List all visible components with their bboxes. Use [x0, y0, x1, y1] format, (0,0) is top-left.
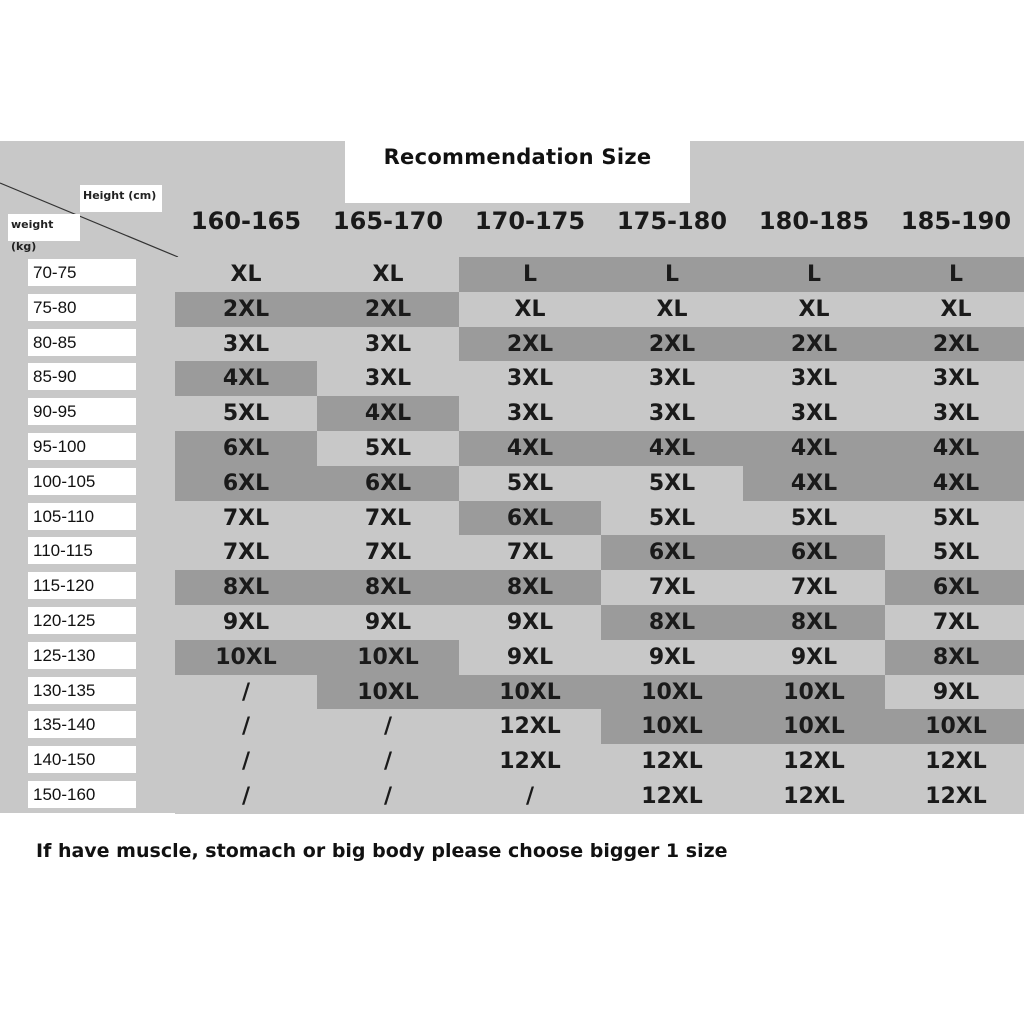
size-cell: /: [317, 709, 459, 744]
size-cell: 3XL: [885, 396, 1024, 431]
size-cell: 6XL: [885, 570, 1024, 605]
size-cell: /: [175, 709, 317, 744]
height-column-header: 175-180: [616, 207, 728, 235]
size-cell: 5XL: [885, 501, 1024, 536]
size-cell: 5XL: [601, 501, 743, 536]
size-cell: 3XL: [459, 396, 601, 431]
size-cell: 3XL: [743, 361, 885, 396]
size-cell: 7XL: [175, 535, 317, 570]
size-cell: 8XL: [885, 640, 1024, 675]
size-cell: 12XL: [601, 744, 743, 779]
size-cell: L: [601, 257, 743, 292]
size-cell: 7XL: [317, 501, 459, 536]
size-cell: 5XL: [317, 431, 459, 466]
size-cell: 10XL: [317, 640, 459, 675]
weight-row-label: 130-135: [28, 677, 136, 704]
size-cell: 9XL: [601, 640, 743, 675]
size-cell: 6XL: [175, 466, 317, 501]
size-cell: /: [175, 744, 317, 779]
size-cell: 2XL: [459, 327, 601, 362]
size-cell: 5XL: [601, 466, 743, 501]
size-cell: 3XL: [317, 327, 459, 362]
size-cell: 9XL: [459, 640, 601, 675]
size-cell: 6XL: [459, 501, 601, 536]
size-cell: XL: [317, 257, 459, 292]
size-cell: /: [459, 779, 601, 814]
size-cell: 10XL: [601, 709, 743, 744]
height-column-header: 180-185: [758, 207, 870, 235]
height-column-header: 170-175: [474, 207, 586, 235]
size-advice-note: If have muscle, stomach or big body please choose bigger 1 size: [36, 840, 728, 862]
size-cell: 10XL: [601, 675, 743, 710]
size-cell: 8XL: [175, 570, 317, 605]
weight-row-label: 105-110: [28, 503, 136, 530]
weight-row-label: 150-160: [28, 781, 136, 808]
size-cell: 12XL: [601, 779, 743, 814]
weight-row-label: 95-100: [28, 433, 136, 460]
weight-row-label: 135-140: [28, 711, 136, 738]
size-cell: 6XL: [175, 431, 317, 466]
size-cell: 7XL: [743, 570, 885, 605]
size-cell: XL: [459, 292, 601, 327]
height-column-header: 160-165: [190, 207, 302, 235]
size-cell: 3XL: [885, 361, 1024, 396]
size-cell: 6XL: [743, 535, 885, 570]
weight-row-label: 140-150: [28, 746, 136, 773]
size-cell: 5XL: [459, 466, 601, 501]
weight-row-label: 120-125: [28, 607, 136, 634]
size-cell: 4XL: [885, 431, 1024, 466]
size-cell: 9XL: [743, 640, 885, 675]
height-axis-label: Height (cm): [80, 185, 162, 212]
size-cell: 5XL: [743, 501, 885, 536]
weight-axis-label: weight (kg): [8, 214, 80, 241]
size-cell: 4XL: [743, 466, 885, 501]
size-cell: 2XL: [885, 327, 1024, 362]
size-cell: 7XL: [175, 501, 317, 536]
size-cell: 4XL: [459, 431, 601, 466]
size-cell: L: [743, 257, 885, 292]
size-cell: 10XL: [459, 675, 601, 710]
size-cell: XL: [175, 257, 317, 292]
size-cell: 9XL: [175, 605, 317, 640]
size-cell: 12XL: [885, 779, 1024, 814]
weight-row-label: 125-130: [28, 642, 136, 669]
size-cell: 8XL: [317, 570, 459, 605]
size-cell: 2XL: [743, 327, 885, 362]
size-cell: 4XL: [885, 466, 1024, 501]
size-cell: 5XL: [885, 535, 1024, 570]
size-cell: 12XL: [885, 744, 1024, 779]
size-cell: 6XL: [317, 466, 459, 501]
size-cell: 3XL: [601, 361, 743, 396]
chart-title: Recommendation Size: [345, 141, 690, 203]
size-cell: L: [459, 257, 601, 292]
size-cell: 3XL: [317, 361, 459, 396]
size-cell: 9XL: [459, 605, 601, 640]
size-cell: 3XL: [743, 396, 885, 431]
size-cell: 12XL: [743, 744, 885, 779]
size-cell: 10XL: [743, 675, 885, 710]
size-cell: 4XL: [601, 431, 743, 466]
size-cell: 8XL: [601, 605, 743, 640]
size-cell: L: [885, 257, 1024, 292]
size-cell: 7XL: [459, 535, 601, 570]
size-cell: /: [317, 779, 459, 814]
size-cell: 7XL: [317, 535, 459, 570]
size-cell: 9XL: [317, 605, 459, 640]
size-cell: 6XL: [601, 535, 743, 570]
weight-row-label: 70-75: [28, 259, 136, 286]
size-cell: 3XL: [175, 327, 317, 362]
height-column-header: 165-170: [332, 207, 444, 235]
weight-row-label: 100-105: [28, 468, 136, 495]
size-cell: 3XL: [459, 361, 601, 396]
size-cell: 4XL: [175, 361, 317, 396]
size-cell: 12XL: [743, 779, 885, 814]
size-cell: 10XL: [885, 709, 1024, 744]
size-cell: 12XL: [459, 709, 601, 744]
weight-row-labels: [28, 259, 146, 816]
size-cell: XL: [743, 292, 885, 327]
size-cell: 2XL: [317, 292, 459, 327]
size-cell: /: [175, 675, 317, 710]
weight-row-label: 110-115: [28, 537, 136, 564]
size-cell: 10XL: [317, 675, 459, 710]
size-cell: XL: [885, 292, 1024, 327]
size-cell: 5XL: [175, 396, 317, 431]
size-cell: 7XL: [885, 605, 1024, 640]
size-cell: 9XL: [885, 675, 1024, 710]
size-cell: /: [175, 779, 317, 814]
size-cell: 8XL: [459, 570, 601, 605]
size-cell: 10XL: [743, 709, 885, 744]
size-cell: 12XL: [459, 744, 601, 779]
size-cell: 4XL: [743, 431, 885, 466]
size-chart: [0, 141, 1024, 813]
weight-row-label: 75-80: [28, 294, 136, 321]
weight-row-label: 85-90: [28, 363, 136, 390]
size-cell: XL: [601, 292, 743, 327]
weight-row-label: 80-85: [28, 329, 136, 356]
size-grid: [175, 257, 1024, 814]
size-cell: 7XL: [601, 570, 743, 605]
size-cell: 4XL: [317, 396, 459, 431]
size-cell: 3XL: [601, 396, 743, 431]
weight-row-label: 115-120: [28, 572, 136, 599]
weight-row-label: 90-95: [28, 398, 136, 425]
size-cell: 10XL: [175, 640, 317, 675]
height-column-header: 185-190: [900, 207, 1012, 235]
size-cell: 8XL: [743, 605, 885, 640]
size-cell: /: [317, 744, 459, 779]
height-header-row: [175, 201, 1024, 253]
size-cell: 2XL: [175, 292, 317, 327]
size-cell: 2XL: [601, 327, 743, 362]
